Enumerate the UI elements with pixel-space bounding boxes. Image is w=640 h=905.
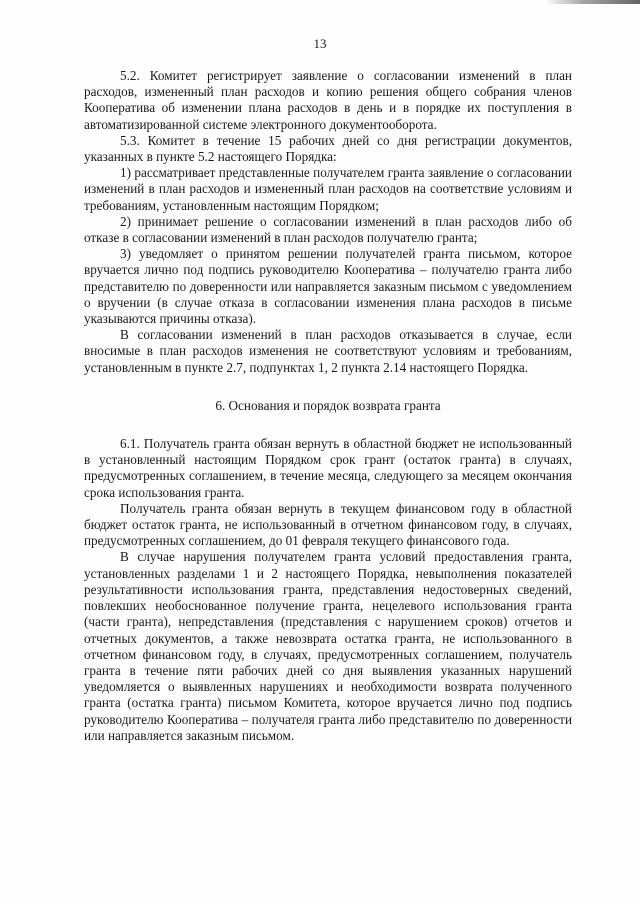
document-body — [84, 68, 572, 744]
paragraph-violation: В случае нарушения получателем гранта условий предоставления гранта, установленных разделами 1 и 2 настоящего Порядка, невыполнения показателей результативности использования гранта, представления недостоверных сведений, повлекших необоснованное получение гранта, нецелевого использования гранта (части гранта), непредставления (представления с нарушением сроков) отчетов и отчетных документов, а также невозврата остатка гранта, не использованного в отчетном финансовом году, в случаях, предусмотренных соглашением, получатель гранта в течение пяти рабочих дней со дня выявления указанных нарушений уведомляется о выявленных нарушениях и необходимости возврата полученного гранта (остатка гранта) письмом Комитета, которое вручается лично под подпись руководителю Кооператива – получателя гранта либо представителю по доверенности или направляется заказным письмом. — [84, 549, 572, 743]
paragraph-return: Получатель гранта обязан вернуть в текущем финансовом году в областной бюджет остаток гранта, не использованный в отчетном финансовом году, в случаях, предусмотренных соглашением, до 01 февраля текущего финансового года. — [84, 500, 572, 549]
section-heading: 6. Основания и порядок возврата гранта — [215, 397, 441, 413]
paragraph-5-2: 5.2. Комитет регистрирует заявление о согласовании изменений в план расходов, измененный план расходов и копию решения общего собрания членов Кооператива об изменении плана расходов в день и в порядке их поступления в автоматизированной системе электронного документооборота. — [84, 68, 572, 132]
paragraph-refusal: В согласовании изменений в план расходов отказывается в случае, если вносимые в план расходов изменения не соответствуют условиям и требованиям, установленным в пункте 2.7, подпунктах 1, 2 пункта 2.14 настоящего Порядка. — [84, 327, 572, 375]
list-item-2: 2) принимает решение о согласовании изменений в план расходов либо об отказе в согласовании изменений в план расходов получателю гранта; — [84, 213, 572, 246]
page-number: 13 — [313, 36, 327, 51]
list-item-1: 1) рассматривает представленные получателем гранта заявление о согласовании изменений в план расходов и измененный план расходов на соответствие условиям и требованиям, установленным настоящим Порядком; — [84, 165, 572, 213]
paragraph-5-3: 5.3. Комитет в течение 15 рабочих дней со дня регистрации документов, указанных в пункте 5.2 настоящего Порядка: — [84, 132, 572, 165]
scan-edge-mark — [545, 0, 640, 4]
list-item-3: 3) уведомляет о принятом решении получателей гранта письмом, которое вручается лично под подпись руководителю Кооператива – получателю гранта либо представителю по доверенности или направляется заказным письмом с уведомлением о вручении (в случае отказа в согласовании изменения плана расходов в письме указываются причины отказа). — [84, 246, 572, 327]
paragraph-6-1: 6.1. Получатель гранта обязан вернуть в областной бюджет не использованный в установленный настоящим Порядком срок грант (остаток гранта) в случаях, предусмотренных соглашением, в течение месяца, следующего за месяцем окончания срока использования гранта. — [84, 436, 572, 500]
